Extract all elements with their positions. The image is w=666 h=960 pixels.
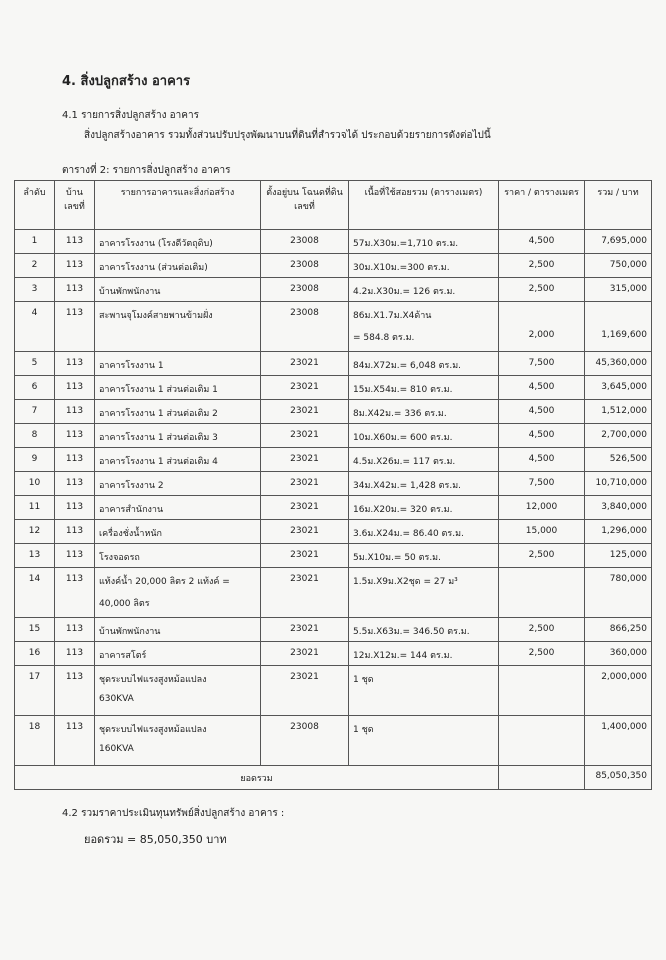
- cell-deed: 23021: [261, 618, 349, 642]
- cell-price: [499, 666, 585, 716]
- table-caption: ตารางที่ 2: รายการสิ่งปลูกสร้าง อาคาร: [62, 165, 231, 176]
- cell-total: 1,400,000: [585, 716, 652, 766]
- cell-deed: 23021: [261, 448, 349, 472]
- header-item: รายการอาคารและสิ่งก่อสร้าง: [95, 181, 261, 230]
- cell-house: 113: [55, 254, 95, 278]
- cell-item: สะพานจุโมงค์สายพานข้ามฝั่ง: [95, 302, 261, 352]
- cell-total: 1,512,000: [585, 400, 652, 424]
- cell-house: 113: [55, 520, 95, 544]
- cell-item: [95, 716, 261, 766]
- cell-total: 10,710,000: [585, 472, 652, 496]
- cell-total: 2,700,000: [585, 424, 652, 448]
- cell-item: อาคารโรงงาน 1 ส่วนต่อเติม 4: [95, 448, 261, 472]
- cell-total: 1,169,600: [585, 302, 652, 352]
- cell-total: 1,296,000: [585, 520, 652, 544]
- table-row: [15, 496, 652, 520]
- cell-total: 2,000,000: [585, 666, 652, 716]
- cell-total: 780,000: [585, 568, 652, 618]
- cell-house: 113: [55, 400, 95, 424]
- cell-no: 5: [15, 352, 55, 376]
- total-label: ยอดรวม: [15, 766, 499, 790]
- cell-house: 113: [55, 716, 95, 766]
- cell-no: 2: [15, 254, 55, 278]
- cell-item: อาคารโรงงาน (โรงดีวัตถุดิบ): [95, 230, 261, 254]
- table-row: [15, 230, 652, 254]
- table-row: [15, 352, 652, 376]
- cell-item: อาคารโรงงาน 1: [95, 352, 261, 376]
- cell-item: อาคารโรงงาน (ส่วนต่อเติม): [95, 254, 261, 278]
- table-row: [15, 716, 652, 766]
- cell-item-line2: 40,000 ลิตร: [99, 599, 150, 609]
- cell-house: 113: [55, 496, 95, 520]
- cell-deed: 23021: [261, 472, 349, 496]
- cell-price: 4,500: [499, 448, 585, 472]
- buildings-table: [14, 180, 652, 790]
- cell-area: 15ม.X54ม.= 810 ตร.ม.: [349, 376, 499, 400]
- cell-area: 84ม.X72ม.= 6,048 ตร.ม.: [349, 352, 499, 376]
- cell-item: อาคารสำนักงาน: [95, 496, 261, 520]
- cell-no: 16: [15, 642, 55, 666]
- cell-no: 18: [15, 716, 55, 766]
- cell-deed: 23021: [261, 496, 349, 520]
- table-row: [15, 400, 652, 424]
- table-row: [15, 302, 652, 352]
- cell-deed: 23021: [261, 376, 349, 400]
- table-row: [15, 568, 652, 618]
- cell-house: 113: [55, 230, 95, 254]
- cell-item: อาคารโรงงาน 1 ส่วนต่อเติม 1: [95, 376, 261, 400]
- cell-no: 14: [15, 568, 55, 618]
- cell-area: 10ม.X60ม.= 600 ตร.ม.: [349, 424, 499, 448]
- grand-total-text: ยอดรวม = 85,050,350 บาท: [84, 833, 227, 846]
- cell-total: 360,000: [585, 642, 652, 666]
- cell-price: 7,500: [499, 352, 585, 376]
- header-deed: ตั้งอยู่บน โฉนดที่ดินเลขที่: [261, 181, 349, 230]
- cell-area: 12ม.X12ม.= 144 ตร.ม.: [349, 642, 499, 666]
- cell-price: 2,500: [499, 254, 585, 278]
- cell-no: 10: [15, 472, 55, 496]
- table-row: [15, 642, 652, 666]
- cell-item-line1: ชุดระบบไฟแรงสูงหม้อแปลง: [99, 675, 207, 685]
- cell-item-line1: ชุดระบบไฟแรงสูงหม้อแปลง: [99, 725, 207, 735]
- cell-area: 1 ชุด: [349, 666, 499, 716]
- section-heading: 4. สิ่งปลูกสร้าง อาคาร: [62, 74, 191, 89]
- cell-no: 7: [15, 400, 55, 424]
- header-area: เนื้อที่ใช้สอยรวม (ตารางเมตร): [349, 181, 499, 230]
- cell-item: บ้านพักพนักงาน: [95, 618, 261, 642]
- cell-area: 1 ชุด: [349, 716, 499, 766]
- table-row: [15, 666, 652, 716]
- table-row: [15, 618, 652, 642]
- cell-item-line1: แท้งค์น้ำ 20,000 ลิตร 2 แท้งค์ =: [99, 577, 230, 587]
- cell-total: 866,250: [585, 618, 652, 642]
- total-empty-cell: [499, 766, 585, 790]
- total-row: [15, 766, 652, 790]
- cell-house: 113: [55, 642, 95, 666]
- cell-house: 113: [55, 472, 95, 496]
- cell-item: อาคารโรงงาน 1 ส่วนต่อเติม 3: [95, 424, 261, 448]
- table-row: [15, 472, 652, 496]
- cell-deed: 23021: [261, 352, 349, 376]
- table-row: [15, 424, 652, 448]
- cell-price: 4,500: [499, 230, 585, 254]
- header-no: ลำดับ: [15, 181, 55, 230]
- cell-price: 4,500: [499, 376, 585, 400]
- cell-item: [95, 568, 261, 618]
- cell-total: 45,360,000: [585, 352, 652, 376]
- cell-deed: 23008: [261, 716, 349, 766]
- cell-no: 1: [15, 230, 55, 254]
- table-row: [15, 376, 652, 400]
- cell-no: 8: [15, 424, 55, 448]
- cell-deed: 23008: [261, 278, 349, 302]
- cell-item: เครื่องชั่งน้ำหนัก: [95, 520, 261, 544]
- cell-deed: 23021: [261, 666, 349, 716]
- cell-house: 113: [55, 278, 95, 302]
- cell-area: 30ม.X10ม.=300 ตร.ม.: [349, 254, 499, 278]
- cell-price: 4,500: [499, 424, 585, 448]
- header-price: ราคา / ตารางเมตร: [499, 181, 585, 230]
- cell-price: 7,500: [499, 472, 585, 496]
- table-header-row: [15, 181, 652, 230]
- cell-no: 11: [15, 496, 55, 520]
- cell-no: 15: [15, 618, 55, 642]
- cell-item: อาคารสโตร์: [95, 642, 261, 666]
- subsection-4-2-title: 4.2 รวมราคาประเมินทุนทรัพย์สิ่งปลูกสร้าง อาคาร :: [62, 808, 285, 819]
- cell-house: 113: [55, 618, 95, 642]
- cell-area: 3.6ม.X24ม.= 86.40 ตร.ม.: [349, 520, 499, 544]
- cell-area: 5.5ม.X63ม.= 346.50 ตร.ม.: [349, 618, 499, 642]
- cell-house: 113: [55, 568, 95, 618]
- cell-no: 4: [15, 302, 55, 352]
- cell-price: 15,000: [499, 520, 585, 544]
- cell-no: 17: [15, 666, 55, 716]
- cell-total: 7,695,000: [585, 230, 652, 254]
- total-value: 85,050,350: [585, 766, 652, 790]
- cell-deed: 23008: [261, 230, 349, 254]
- cell-deed: 23008: [261, 302, 349, 352]
- cell-item: [95, 666, 261, 716]
- table-row: [15, 544, 652, 568]
- cell-item: โรงจอดรถ: [95, 544, 261, 568]
- cell-deed: 23021: [261, 424, 349, 448]
- cell-area-line2: = 584.8 ตร.ม.: [353, 333, 415, 343]
- cell-no: 3: [15, 278, 55, 302]
- cell-no: 9: [15, 448, 55, 472]
- cell-item: บ้านพักพนักงาน: [95, 278, 261, 302]
- cell-price: 2,500: [499, 544, 585, 568]
- cell-total: 750,000: [585, 254, 652, 278]
- cell-price: 4,500: [499, 400, 585, 424]
- cell-area: 34ม.X42ม.= 1,428 ตร.ม.: [349, 472, 499, 496]
- cell-item-line2: 160KVA: [99, 744, 134, 754]
- cell-total: 315,000: [585, 278, 652, 302]
- cell-no: 6: [15, 376, 55, 400]
- table-row: [15, 448, 652, 472]
- cell-price: 12,000: [499, 496, 585, 520]
- cell-deed: 23021: [261, 642, 349, 666]
- cell-area: 8ม.X42ม.= 336 ตร.ม.: [349, 400, 499, 424]
- cell-total: 125,000: [585, 544, 652, 568]
- header-house-no: บ้าน เลขที่: [55, 181, 95, 230]
- cell-house: 113: [55, 424, 95, 448]
- cell-deed: 23021: [261, 520, 349, 544]
- cell-area: 1.5ม.X9ม.X2ชุด = 27 ม³: [349, 568, 499, 618]
- cell-area: 57ม.X30ม.=1,710 ตร.ม.: [349, 230, 499, 254]
- cell-price: 2,000: [499, 302, 585, 352]
- cell-deed: 23021: [261, 544, 349, 568]
- subsection-4-1-title: 4.1 รายการสิ่งปลูกสร้าง อาคาร: [62, 110, 199, 121]
- cell-total: 3,645,000: [585, 376, 652, 400]
- cell-item-line2: 630KVA: [99, 694, 134, 704]
- cell-house: 113: [55, 666, 95, 716]
- table-row: [15, 520, 652, 544]
- cell-no: 13: [15, 544, 55, 568]
- cell-house: 113: [55, 544, 95, 568]
- cell-house: 113: [55, 448, 95, 472]
- cell-deed: 23008: [261, 254, 349, 278]
- table-row: [15, 278, 652, 302]
- cell-price: 2,500: [499, 618, 585, 642]
- cell-area-line1: 86ม.X1.7ม.X4ด้าน: [353, 311, 432, 321]
- cell-area: 16ม.X20ม.= 320 ตร.ม.: [349, 496, 499, 520]
- cell-deed: 23021: [261, 400, 349, 424]
- cell-house: 113: [55, 302, 95, 352]
- cell-house: 113: [55, 352, 95, 376]
- cell-price: 2,500: [499, 642, 585, 666]
- cell-deed: 23021: [261, 568, 349, 618]
- cell-price: [499, 716, 585, 766]
- cell-price: 2,500: [499, 278, 585, 302]
- cell-house: 113: [55, 376, 95, 400]
- cell-item: อาคารโรงงาน 2: [95, 472, 261, 496]
- cell-price: [499, 568, 585, 618]
- table-row: [15, 254, 652, 278]
- cell-item: อาคารโรงงาน 1 ส่วนต่อเติม 2: [95, 400, 261, 424]
- cell-area: 5ม.X10ม.= 50 ตร.ม.: [349, 544, 499, 568]
- subsection-4-1-text: สิ่งปลูกสร้างอาคาร รวมทั้งส่วนปรับปรุงพัฒนาบนที่ดินที่สำรวจได้ ประกอบด้วยรายการดังต่อไปนี้: [84, 130, 491, 141]
- header-total: รวม / บาท: [585, 181, 652, 230]
- cell-total: 526,500: [585, 448, 652, 472]
- cell-no: 12: [15, 520, 55, 544]
- cell-area: [349, 302, 499, 352]
- cell-area: 4.5ม.X26ม.= 117 ตร.ม.: [349, 448, 499, 472]
- cell-area: 4.2ม.X30ม.= 126 ตร.ม.: [349, 278, 499, 302]
- cell-total: 3,840,000: [585, 496, 652, 520]
